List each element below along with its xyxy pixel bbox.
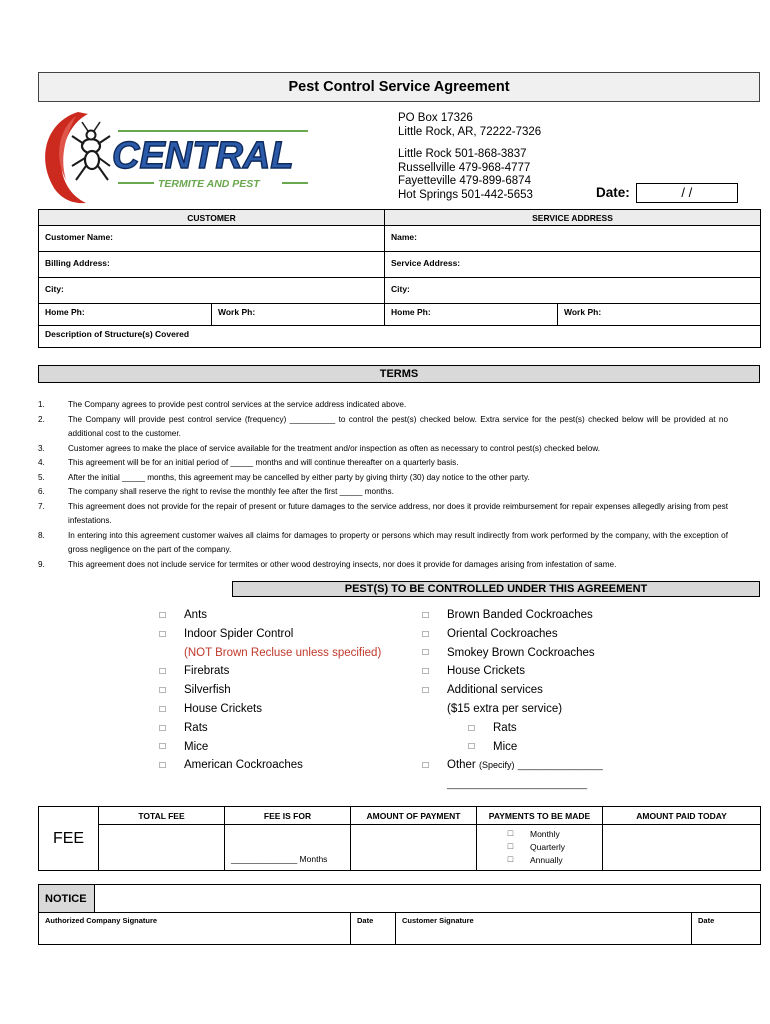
- service-name-field[interactable]: Name:: [385, 226, 761, 252]
- term-number: 7.: [38, 501, 45, 511]
- checkbox-icon[interactable]: □: [159, 703, 166, 715]
- term-item: [38, 413, 728, 442]
- checkbox-icon[interactable]: □: [468, 722, 475, 734]
- phone-hot-springs: Hot Springs 501-442-5653: [398, 188, 533, 201]
- notice-text-area[interactable]: [95, 885, 761, 913]
- phone-fayetteville: Fayetteville 479-899-6874: [398, 175, 531, 187]
- service-work-phone-field[interactable]: Work Ph:: [558, 304, 761, 326]
- checkbox-icon[interactable]: □: [422, 628, 429, 640]
- checkbox-icon[interactable]: □: [507, 854, 514, 864]
- term-text: The Company agrees to provide pest control services at the service address indicated above.: [68, 400, 407, 409]
- fee-is-for-input[interactable]: [225, 825, 351, 871]
- address-line2: Little Rock, AR, 72222-7326: [398, 125, 542, 138]
- payment-frequency-options: [477, 825, 603, 871]
- term-number: 6.: [38, 487, 45, 496]
- other-extra-line[interactable]: [420, 775, 603, 794]
- term-text: This agreement does not include service for termites or other wood destroying insects, nor does it provide for damages arising from infestation of same.: [68, 559, 617, 569]
- option-label: Annually: [530, 854, 563, 865]
- pest-indoor-spider[interactable]: [157, 625, 381, 644]
- term-number: 9.: [38, 559, 45, 569]
- pests-heading: PEST(S) TO BE CONTROLLED UNDER THIS AGREEMENT: [232, 581, 760, 597]
- pest-house-crickets[interactable]: [157, 700, 381, 719]
- term-text: In entering into this agreement customer waives all claims for damages to property or persons which may result indirectly from work performed by the company, with the exception of gross negligence on the part of the company.: [68, 530, 728, 554]
- checkbox-icon[interactable]: □: [159, 609, 166, 621]
- specify-input[interactable]: _________________: [517, 760, 603, 771]
- terms-list: [38, 398, 728, 572]
- checkbox-icon[interactable]: □: [468, 741, 475, 753]
- term-number: 2.: [38, 414, 45, 424]
- term-item: [38, 485, 728, 500]
- customer-service-table: [38, 209, 761, 348]
- company-date-field[interactable]: Date: [351, 913, 396, 945]
- term-text: This agreement will be for an initial period of _____ months and will continue thereafter on a quarterly basis.: [68, 458, 459, 467]
- additional-note: [420, 700, 603, 719]
- pest-ants[interactable]: [157, 606, 381, 625]
- pest-silverfish[interactable]: [157, 681, 381, 700]
- checkbox-icon[interactable]: □: [422, 609, 429, 621]
- page-title: Pest Control Service Agreement: [38, 72, 760, 102]
- authorized-signature-field[interactable]: Authorized Company Signature: [39, 913, 351, 945]
- term-item: [38, 442, 728, 457]
- pest-firebrats[interactable]: [157, 662, 381, 681]
- pest-label: House Crickets: [447, 665, 525, 678]
- structure-description-field[interactable]: Description of Structure(s) Covered: [39, 326, 761, 348]
- fee-label: FEE: [39, 807, 99, 871]
- spider-note: [157, 644, 381, 663]
- spider-note-text: (NOT Brown Recluse unless specified): [184, 646, 382, 659]
- pest-label: Rats: [493, 721, 517, 734]
- amount-of-payment-input[interactable]: [351, 825, 477, 871]
- option-label: Quarterly: [530, 841, 565, 852]
- service-city-field[interactable]: City:: [385, 278, 761, 304]
- pest-label: American Cockroaches: [184, 759, 303, 772]
- phone-list: [398, 148, 533, 202]
- months-field[interactable]: ______________ Months: [231, 854, 328, 864]
- term-text: This agreement does not provide for the repair of present or future damages to the service address, nor does it provide reimbursement for repair expenses allegedly arising from pest infestations.: [68, 501, 728, 525]
- term-item: [38, 471, 728, 486]
- pest-label: Other: [447, 759, 476, 772]
- pest-label: Mice: [184, 740, 209, 753]
- checkbox-icon[interactable]: □: [422, 647, 429, 659]
- checkbox-icon[interactable]: □: [422, 666, 429, 678]
- pest-additional-services[interactable]: [420, 681, 603, 700]
- option-quarterly[interactable]: [505, 840, 602, 853]
- term-text: The company shall reserve the right to revise the monthly fee after the first _____ months.: [68, 487, 394, 496]
- customer-work-phone-field[interactable]: Work Ph:: [212, 304, 385, 326]
- checkbox-icon[interactable]: □: [422, 685, 429, 697]
- logo-tagline: TERMITE AND PEST: [158, 178, 260, 190]
- checkbox-icon[interactable]: □: [159, 722, 166, 734]
- customer-signature-field[interactable]: Customer Signature: [396, 913, 692, 945]
- date-input[interactable]: / /: [636, 183, 738, 203]
- pest-list-left: [157, 606, 381, 775]
- option-monthly[interactable]: [505, 827, 602, 840]
- pest-smokey-brown[interactable]: [420, 644, 603, 663]
- pest-label: Additional services: [447, 684, 543, 697]
- term-number: 1.: [38, 400, 45, 409]
- total-fee-header: TOTAL FEE: [99, 807, 225, 825]
- term-number: 3.: [38, 443, 45, 453]
- date-field: [596, 182, 738, 203]
- term-text: After the initial _____ months, this agreement may be cancelled by either party by giving thirty (30) day notice to the other party.: [68, 472, 530, 482]
- term-item: [38, 456, 728, 471]
- term-item: [38, 529, 728, 558]
- option-label: Monthly: [530, 828, 560, 839]
- term-number: 8.: [38, 530, 45, 540]
- amount-paid-today-input[interactable]: [603, 825, 761, 871]
- term-item: [38, 558, 728, 573]
- customer-date-field[interactable]: Date: [692, 913, 761, 945]
- billing-address-field[interactable]: Billing Address:: [39, 252, 385, 278]
- amount-paid-today-header: AMOUNT PAID TODAY: [603, 807, 761, 825]
- phone-little-rock: Little Rock 501-868-3837: [398, 148, 527, 160]
- checkbox-icon[interactable]: □: [159, 760, 166, 772]
- term-item: [38, 500, 728, 529]
- pest-additional-mice[interactable]: [420, 738, 603, 757]
- term-text: Customer agrees to make the place of service available for the treatment and/or inspection as often as necessary to control pest(s) checked below.: [68, 443, 601, 453]
- term-text: The Company will provide pest control service (frequency) __________ to control the pest(s) checked below. Extra service for the pest(s) checked below will be provided at no additional cost to the customer.: [68, 414, 728, 438]
- pest-label: Brown Banded Cockroaches: [447, 609, 593, 621]
- notice-label: NOTICE: [39, 885, 95, 913]
- customer-home-phone-field[interactable]: Home Ph:: [39, 304, 212, 326]
- pest-label: Indoor Spider Control: [184, 627, 294, 640]
- pest-label: Oriental Cockroaches: [447, 627, 558, 640]
- notice-table: [38, 884, 761, 945]
- service-home-phone-field[interactable]: Home Ph:: [385, 304, 558, 326]
- pest-label: Silverfish: [184, 684, 231, 697]
- payments-to-be-made-header: PAYMENTS TO BE MADE: [477, 807, 603, 825]
- address-line1: PO Box 17326: [398, 112, 473, 124]
- company-address: [398, 112, 541, 139]
- central-termite-logo: [36, 108, 316, 204]
- checkbox-icon[interactable]: □: [159, 628, 166, 640]
- phone-russellville: Russellville 479-968-4777: [398, 161, 531, 174]
- pest-brown-banded[interactable]: [420, 606, 603, 625]
- pest-label: House Crickets: [184, 702, 262, 715]
- term-number: 4.: [38, 458, 45, 467]
- option-annually[interactable]: [505, 853, 602, 866]
- pest-american-cockroaches[interactable]: [157, 756, 381, 775]
- billing-city-field[interactable]: City:: [39, 278, 385, 304]
- fee-table: [38, 806, 761, 871]
- pest-additional-rats[interactable]: [420, 719, 603, 738]
- customer-name-field[interactable]: Customer Name:: [39, 226, 385, 252]
- pest-label: Ants: [184, 609, 208, 621]
- term-item: [38, 398, 728, 413]
- pest-other[interactable]: [420, 756, 603, 775]
- checkbox-icon[interactable]: □: [507, 828, 514, 838]
- service-address-header: SERVICE ADDRESS: [385, 210, 761, 226]
- pest-label: Smokey Brown Cockroaches: [447, 646, 595, 659]
- pest-label: Rats: [184, 721, 208, 734]
- specify-label: (Specify): [478, 760, 515, 771]
- other-extra-input[interactable]: ____________________________: [447, 779, 588, 790]
- date-label: Date:: [596, 185, 630, 200]
- pest-rats[interactable]: [157, 719, 381, 738]
- pest-list-right: [420, 606, 603, 794]
- total-fee-input[interactable]: [99, 825, 225, 871]
- checkbox-icon[interactable]: □: [159, 741, 166, 753]
- pest-house-crickets-right[interactable]: [420, 662, 603, 681]
- customer-header: CUSTOMER: [39, 210, 385, 226]
- term-number: 5.: [38, 472, 45, 482]
- checkbox-icon[interactable]: □: [507, 841, 514, 851]
- pest-label: Mice: [493, 740, 518, 753]
- pest-label: Firebrats: [184, 665, 230, 678]
- pest-oriental[interactable]: [420, 625, 603, 644]
- fee-is-for-header: FEE IS FOR: [225, 807, 351, 825]
- amount-of-payment-header: AMOUNT OF PAYMENT: [351, 807, 477, 825]
- checkbox-icon[interactable]: □: [159, 666, 166, 678]
- checkbox-icon[interactable]: □: [422, 760, 429, 772]
- logo-wordmark: CENTRAL: [112, 135, 294, 177]
- pest-mice[interactable]: [157, 738, 381, 757]
- terms-heading: TERMS: [38, 365, 760, 383]
- checkbox-icon[interactable]: □: [159, 685, 166, 697]
- additional-note-text: ($15 extra per service): [447, 702, 563, 715]
- service-address-field[interactable]: Service Address:: [385, 252, 761, 278]
